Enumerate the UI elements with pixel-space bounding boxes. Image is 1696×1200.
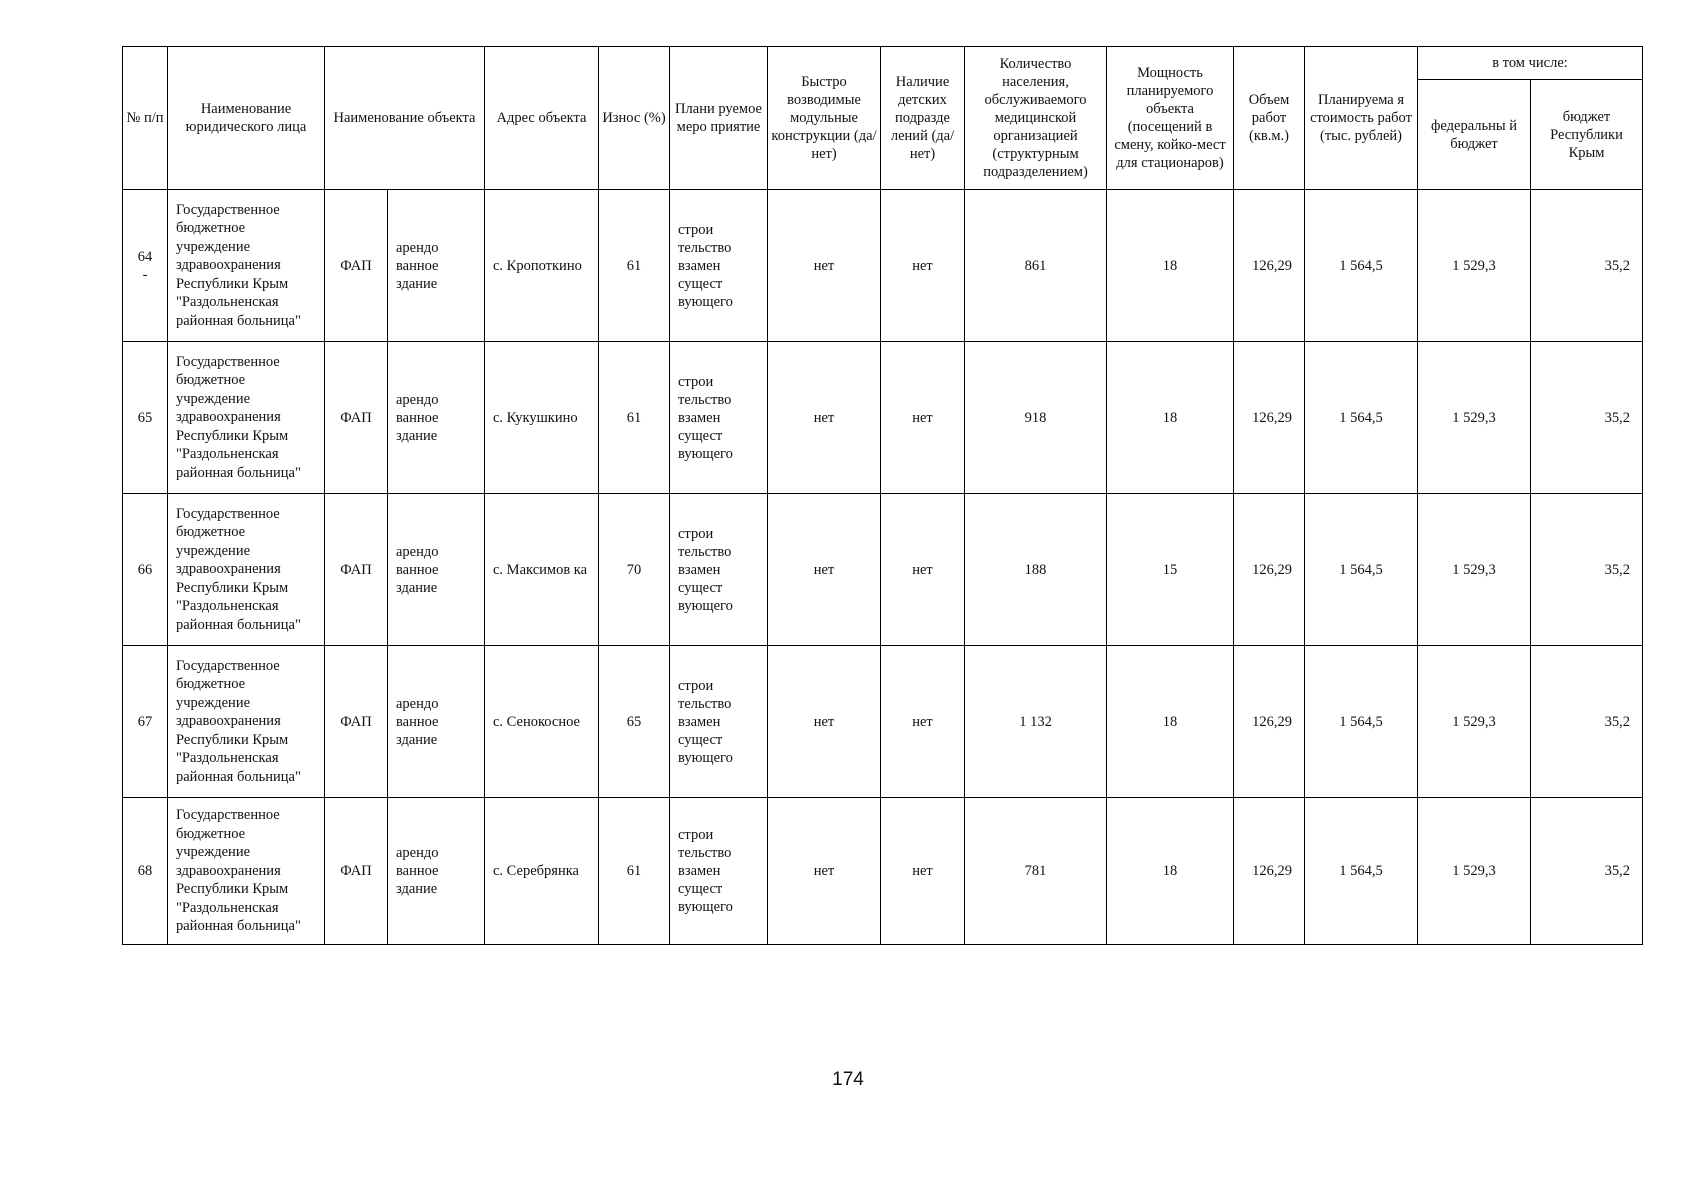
cell-children: нет (881, 646, 965, 798)
row-mark: - (142, 266, 148, 283)
document-table-container (122, 46, 1642, 945)
cell-children: нет (881, 798, 965, 945)
header-including: в том числе: (1418, 47, 1643, 80)
table-row (123, 342, 1643, 494)
header-population: Количество населения, обслуживаемого медицинской организацией (структурным подразделением) (965, 47, 1107, 190)
cell-federal: 1 529,3 (1418, 190, 1531, 342)
cell-volume: 126,29 (1234, 190, 1305, 342)
cell-volume: 126,29 (1234, 494, 1305, 646)
cell-num: 67 (123, 646, 168, 798)
cell-measure: строи тельство взамен сущест вующего (670, 190, 768, 342)
cell-cost: 1 564,5 (1305, 494, 1418, 646)
cell-federal: 1 529,3 (1418, 494, 1531, 646)
cell-volume: 126,29 (1234, 342, 1305, 494)
cell-org: Государственное бюджетное учреждение здравоохранения Республики Крым "Раздольненская районная больница" (168, 646, 325, 798)
cell-type: ФАП (325, 342, 388, 494)
table-row (123, 798, 1643, 945)
cell-capacity: 15 (1107, 494, 1234, 646)
cell-republic: 35,2 (1531, 494, 1643, 646)
header-num: № п/п (123, 47, 168, 190)
cell-cost: 1 564,5 (1305, 798, 1418, 945)
cell-republic: 35,2 (1531, 798, 1643, 945)
cell-cost: 1 564,5 (1305, 190, 1418, 342)
cell-modular: нет (768, 798, 881, 945)
cell-org: Государственное бюджетное учреждение здравоохранения Республики Крым "Раздольненская районная больница" (168, 494, 325, 646)
cell-children: нет (881, 342, 965, 494)
cell-measure: строи тельство взамен сущест вующего (670, 798, 768, 945)
cell-measure: строи тельство взамен сущест вующего (670, 342, 768, 494)
cell-num (123, 190, 168, 342)
cell-population: 781 (965, 798, 1107, 945)
cell-children: нет (881, 494, 965, 646)
cell-address: с. Кропоткино (485, 190, 599, 342)
cell-num: 68 (123, 798, 168, 945)
header-children: Наличие детских подразде лений (да/нет) (881, 47, 965, 190)
row-number: 64 (137, 248, 153, 265)
table-header (123, 47, 1643, 190)
header-planned-measure: Плани руемое меро приятие (670, 47, 768, 190)
cell-wear: 70 (599, 494, 670, 646)
cell-building: арендо ванное здание (388, 190, 485, 342)
header-wear: Износ (%) (599, 47, 670, 190)
cell-wear: 61 (599, 798, 670, 945)
cell-population: 918 (965, 342, 1107, 494)
cell-wear: 65 (599, 646, 670, 798)
cell-capacity: 18 (1107, 646, 1234, 798)
cell-children: нет (881, 190, 965, 342)
cell-cost: 1 564,5 (1305, 342, 1418, 494)
cell-type: ФАП (325, 494, 388, 646)
cell-federal: 1 529,3 (1418, 646, 1531, 798)
cell-type: ФАП (325, 798, 388, 945)
page-number: 174 (832, 1069, 864, 1090)
cell-volume: 126,29 (1234, 646, 1305, 798)
header-address: Адрес объекта (485, 47, 599, 190)
header-republic: бюджет Республики Крым (1531, 80, 1643, 190)
cell-measure: строи тельство взамен сущест вующего (670, 494, 768, 646)
cell-address: с. Максимов ка (485, 494, 599, 646)
cell-modular: нет (768, 646, 881, 798)
cell-building: арендо ванное здание (388, 798, 485, 945)
cell-population: 1 132 (965, 646, 1107, 798)
cell-measure: строи тельство взамен сущест вующего (670, 646, 768, 798)
cell-republic: 35,2 (1531, 342, 1643, 494)
header-volume: Объем работ (кв.м.) (1234, 47, 1305, 190)
cell-address: с. Серебрянка (485, 798, 599, 945)
cell-org: Государственное бюджетное учреждение здравоохранения Республики Крым "Раздольненская районная больница" (168, 342, 325, 494)
cell-republic: 35,2 (1531, 646, 1643, 798)
table-row (123, 646, 1643, 798)
cell-building: арендо ванное здание (388, 342, 485, 494)
cell-address: с. Сенокосное (485, 646, 599, 798)
cell-volume: 126,29 (1234, 798, 1305, 945)
header-cost: Планируема я стоимость работ (тыс. рублей) (1305, 47, 1418, 190)
header-object-name: Наименование объекта (325, 47, 485, 190)
table-row (123, 190, 1643, 342)
cell-capacity: 18 (1107, 342, 1234, 494)
table-body (123, 190, 1643, 945)
cell-type: ФАП (325, 646, 388, 798)
objects-table (122, 46, 1643, 945)
cell-population: 188 (965, 494, 1107, 646)
table-row (123, 494, 1643, 646)
cell-address: с. Кукушкино (485, 342, 599, 494)
cell-federal: 1 529,3 (1418, 798, 1531, 945)
cell-type: ФАП (325, 190, 388, 342)
cell-building: арендо ванное здание (388, 646, 485, 798)
cell-building: арендо ванное здание (388, 494, 485, 646)
cell-modular: нет (768, 190, 881, 342)
cell-capacity: 18 (1107, 190, 1234, 342)
cell-population: 861 (965, 190, 1107, 342)
cell-federal: 1 529,3 (1418, 342, 1531, 494)
cell-org: Государственное бюджетное учреждение здравоохранения Республики Крым "Раздольненская районная больница" (168, 190, 325, 342)
cell-modular: нет (768, 494, 881, 646)
header-capacity: Мощность планируемого объекта (посещений в смену, койко-мест для стационаров) (1107, 47, 1234, 190)
cell-num: 66 (123, 494, 168, 646)
cell-republic: 35,2 (1531, 190, 1643, 342)
cell-org: Государственное бюджетное учреждение здравоохранения Республики Крым "Раздольненская районная больница" (168, 798, 325, 945)
header-legal-entity: Наименование юридического лица (168, 47, 325, 190)
cell-cost: 1 564,5 (1305, 646, 1418, 798)
header-modular: Быстро возводимые модульные конструкции (да/нет) (768, 47, 881, 190)
cell-capacity: 18 (1107, 798, 1234, 945)
cell-wear: 61 (599, 342, 670, 494)
cell-wear: 61 (599, 190, 670, 342)
header-federal: федеральны й бюджет (1418, 80, 1531, 190)
cell-modular: нет (768, 342, 881, 494)
cell-num: 65 (123, 342, 168, 494)
